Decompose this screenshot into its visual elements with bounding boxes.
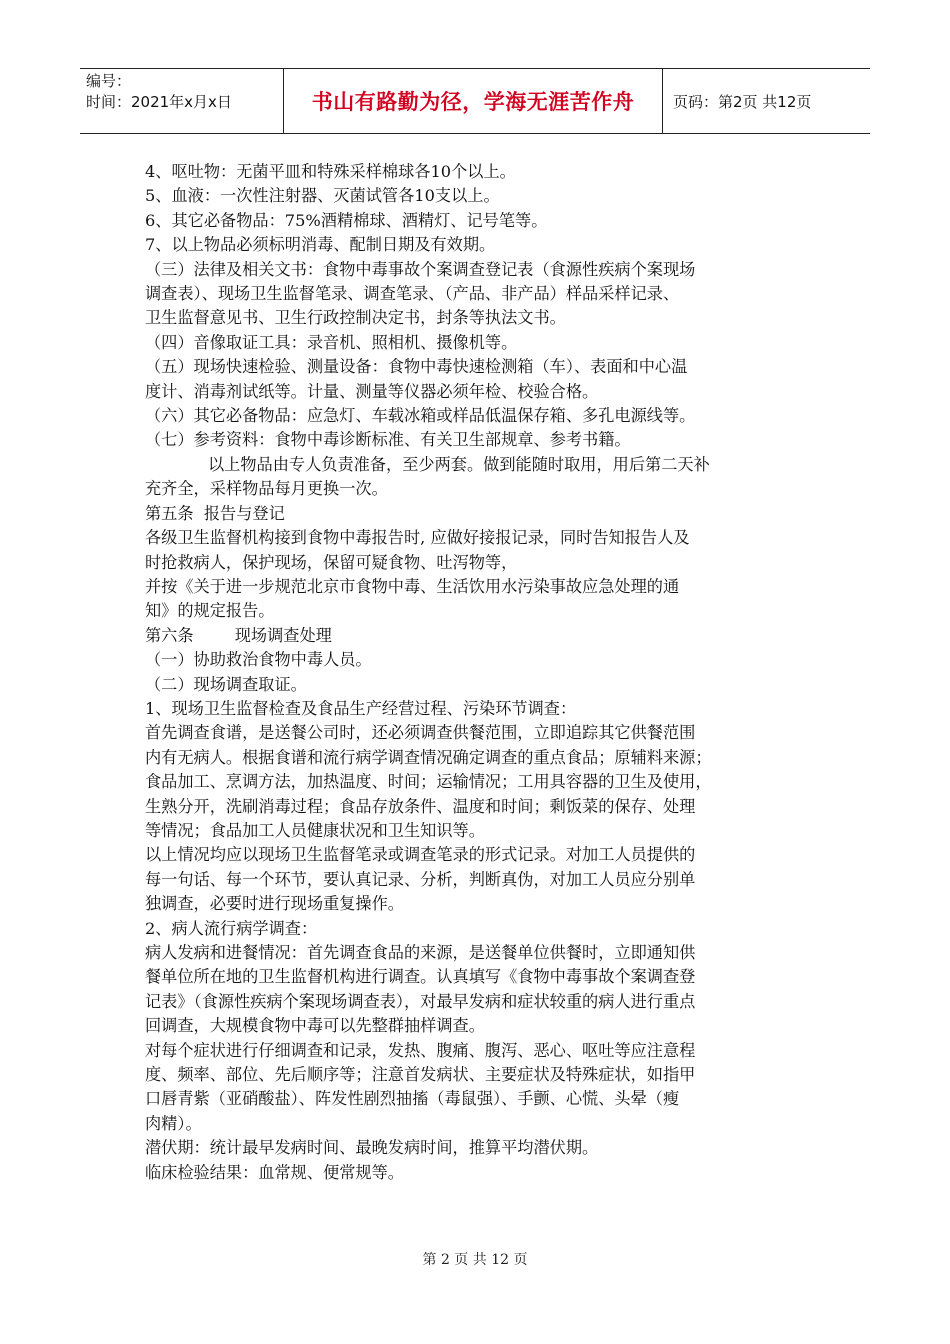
document-body bbox=[145, 160, 805, 1185]
body-line: （五）现场快速检验、测量设备：食物中毒快速检测箱（车）、表面和中心温 bbox=[145, 357, 688, 377]
body-line: 时抢救病人，保护现场，保留可疑食物、吐泻物等， bbox=[145, 552, 518, 572]
body-line: 肉精）。 bbox=[145, 1113, 202, 1133]
body-line: 度计、消毒剂试纸等。计量、测量等仪器必须年检、校验合格。 bbox=[145, 381, 599, 401]
body-line: 知》的规定报告。 bbox=[145, 601, 275, 621]
body-line: 临床检验结果：血常规、便常规等。 bbox=[145, 1162, 404, 1182]
body-line: 充齐全，采样物品每月更换一次。 bbox=[145, 479, 388, 499]
body-line: 卫生监督意见书、卫生行政控制决定书，封条等执法文书。 bbox=[145, 308, 566, 328]
section-heading: 第六条 现场调查处理 bbox=[145, 625, 332, 645]
page-header bbox=[80, 68, 870, 134]
body-line: 对每个症状进行仔细调查和记录，发热、腹痛、腹泻、恶心、呕吐等应注意程 bbox=[145, 1040, 696, 1060]
body-line: 独调查，必要时进行现场重复操作。 bbox=[145, 894, 404, 914]
header-motto: 书山有路勤为径，学海无涯苦作舟 bbox=[283, 69, 663, 133]
body-line: 潜伏期：统计最早发病时间、最晚发病时间，推算平均潜伏期。 bbox=[145, 1138, 599, 1158]
page-footer: 第 2 页 共 12 页 bbox=[422, 1252, 528, 1268]
body-line: 首先调查食谱，是送餐公司时，还必须调查供餐范围，立即追踪其它供餐范围 bbox=[145, 723, 696, 743]
body-line: 5、血液：一次性注射器、灭菌试管各10支以上。 bbox=[145, 186, 500, 206]
body-line: （二）现场调查取证。 bbox=[145, 674, 307, 694]
body-line: 回调查，大规模食物中毒可以先整群抽样调查。 bbox=[145, 1016, 485, 1036]
body-line: 2、病人流行病学调查： bbox=[145, 918, 318, 938]
body-line: 度、频率、部位、先后顺序等；注意首发病状、主要症状及特殊症状，如指甲 bbox=[145, 1065, 696, 1085]
body-line: 1、现场卫生监督检查及食品生产经营过程、污染环节调查： bbox=[145, 698, 577, 718]
body-line: 生熟分开，洗刷消毒过程；食品存放条件、温度和时间；剩饭菜的保存、处理 bbox=[145, 796, 696, 816]
body-line: 以上情况均应以现场卫生监督笔录或调查笔录的形式记录。对加工人员提供的 bbox=[145, 845, 696, 865]
header-meta bbox=[80, 69, 283, 133]
body-line: （三）法律及相关文书：食物中毒事故个案调查登记表（食源性疾病个案现场 bbox=[145, 259, 696, 279]
body-line: 等情况；食品加工人员健康状况和卫生知识等。 bbox=[145, 820, 485, 840]
body-line: 每一句话、每一个环节，要认真记录、分析，判断真伪，对加工人员应分别单 bbox=[145, 869, 696, 889]
body-line: 6、其它必备物品：75%酒精棉球、酒精灯、记号笔等。 bbox=[145, 210, 548, 230]
number-label: 编号： bbox=[86, 72, 132, 90]
body-line: 以上物品由专人负责准备，至少两套。做到能随时取用，用后第二天补 bbox=[208, 454, 710, 474]
body-line: （一）协助救治食物中毒人员。 bbox=[145, 650, 372, 670]
body-line: 各级卫生监督机构接到食物中毒报告时, 应做好接报记录，同时告知报告人及 bbox=[145, 528, 690, 548]
body-line: 病人发病和进餐情况：首先调查食品的来源，是送餐单位供餐时，立即通知供 bbox=[145, 943, 696, 962]
header-page-label: 页码：第2页 共12页 bbox=[673, 92, 812, 111]
body-line: 餐单位所在地的卫生监督机构进行调查。认真填写《食物中毒事故个案调查登 bbox=[145, 967, 696, 987]
body-line: 食品加工、烹调方法，加热温度、时间；运输情况；工用具容器的卫生及使用， bbox=[145, 772, 712, 792]
body-line: 7、以上物品必须标明消毒、配制日期及有效期。 bbox=[145, 235, 496, 255]
time-label: 时间：2021年x月x日 bbox=[86, 93, 232, 111]
section-heading: 第五条 报告与登记 bbox=[145, 503, 285, 523]
body-line: （六）其它必备物品：应急灯、车载冰箱或样品低温保存箱、多孔电源线等。 bbox=[145, 406, 696, 426]
body-line: 口唇青紫（亚硝酸盐）、阵发性剧烈抽搐（毒鼠强）、手颤、心慌、头晕（瘦 bbox=[145, 1089, 680, 1109]
body-line: （七）参考资料：食物中毒诊断标准、有关卫生部规章、参考书籍。 bbox=[145, 430, 631, 450]
body-line: 并按《关于进一步规范北京市食物中毒、生活饮用水污染事故应急处理的通 bbox=[145, 576, 680, 596]
body-line: 4、呕吐物：无菌平皿和特殊采样棉球各10个以上。 bbox=[145, 162, 516, 181]
body-line: （四）音像取证工具：录音机、照相机、摄像机等。 bbox=[145, 332, 518, 352]
body-line: 记表》（食源性疾病个案现场调查表），对最早发病和症状较重的病人进行重点 bbox=[145, 991, 696, 1011]
body-line: 内有无病人。根据食谱和流行病学调查情况确定调查的重点食品；原辅料来源； bbox=[145, 747, 712, 767]
body-line: 调查表）、现场卫生监督笔录、调查笔录、（产品、非产品）样品采样记录、 bbox=[145, 284, 680, 304]
